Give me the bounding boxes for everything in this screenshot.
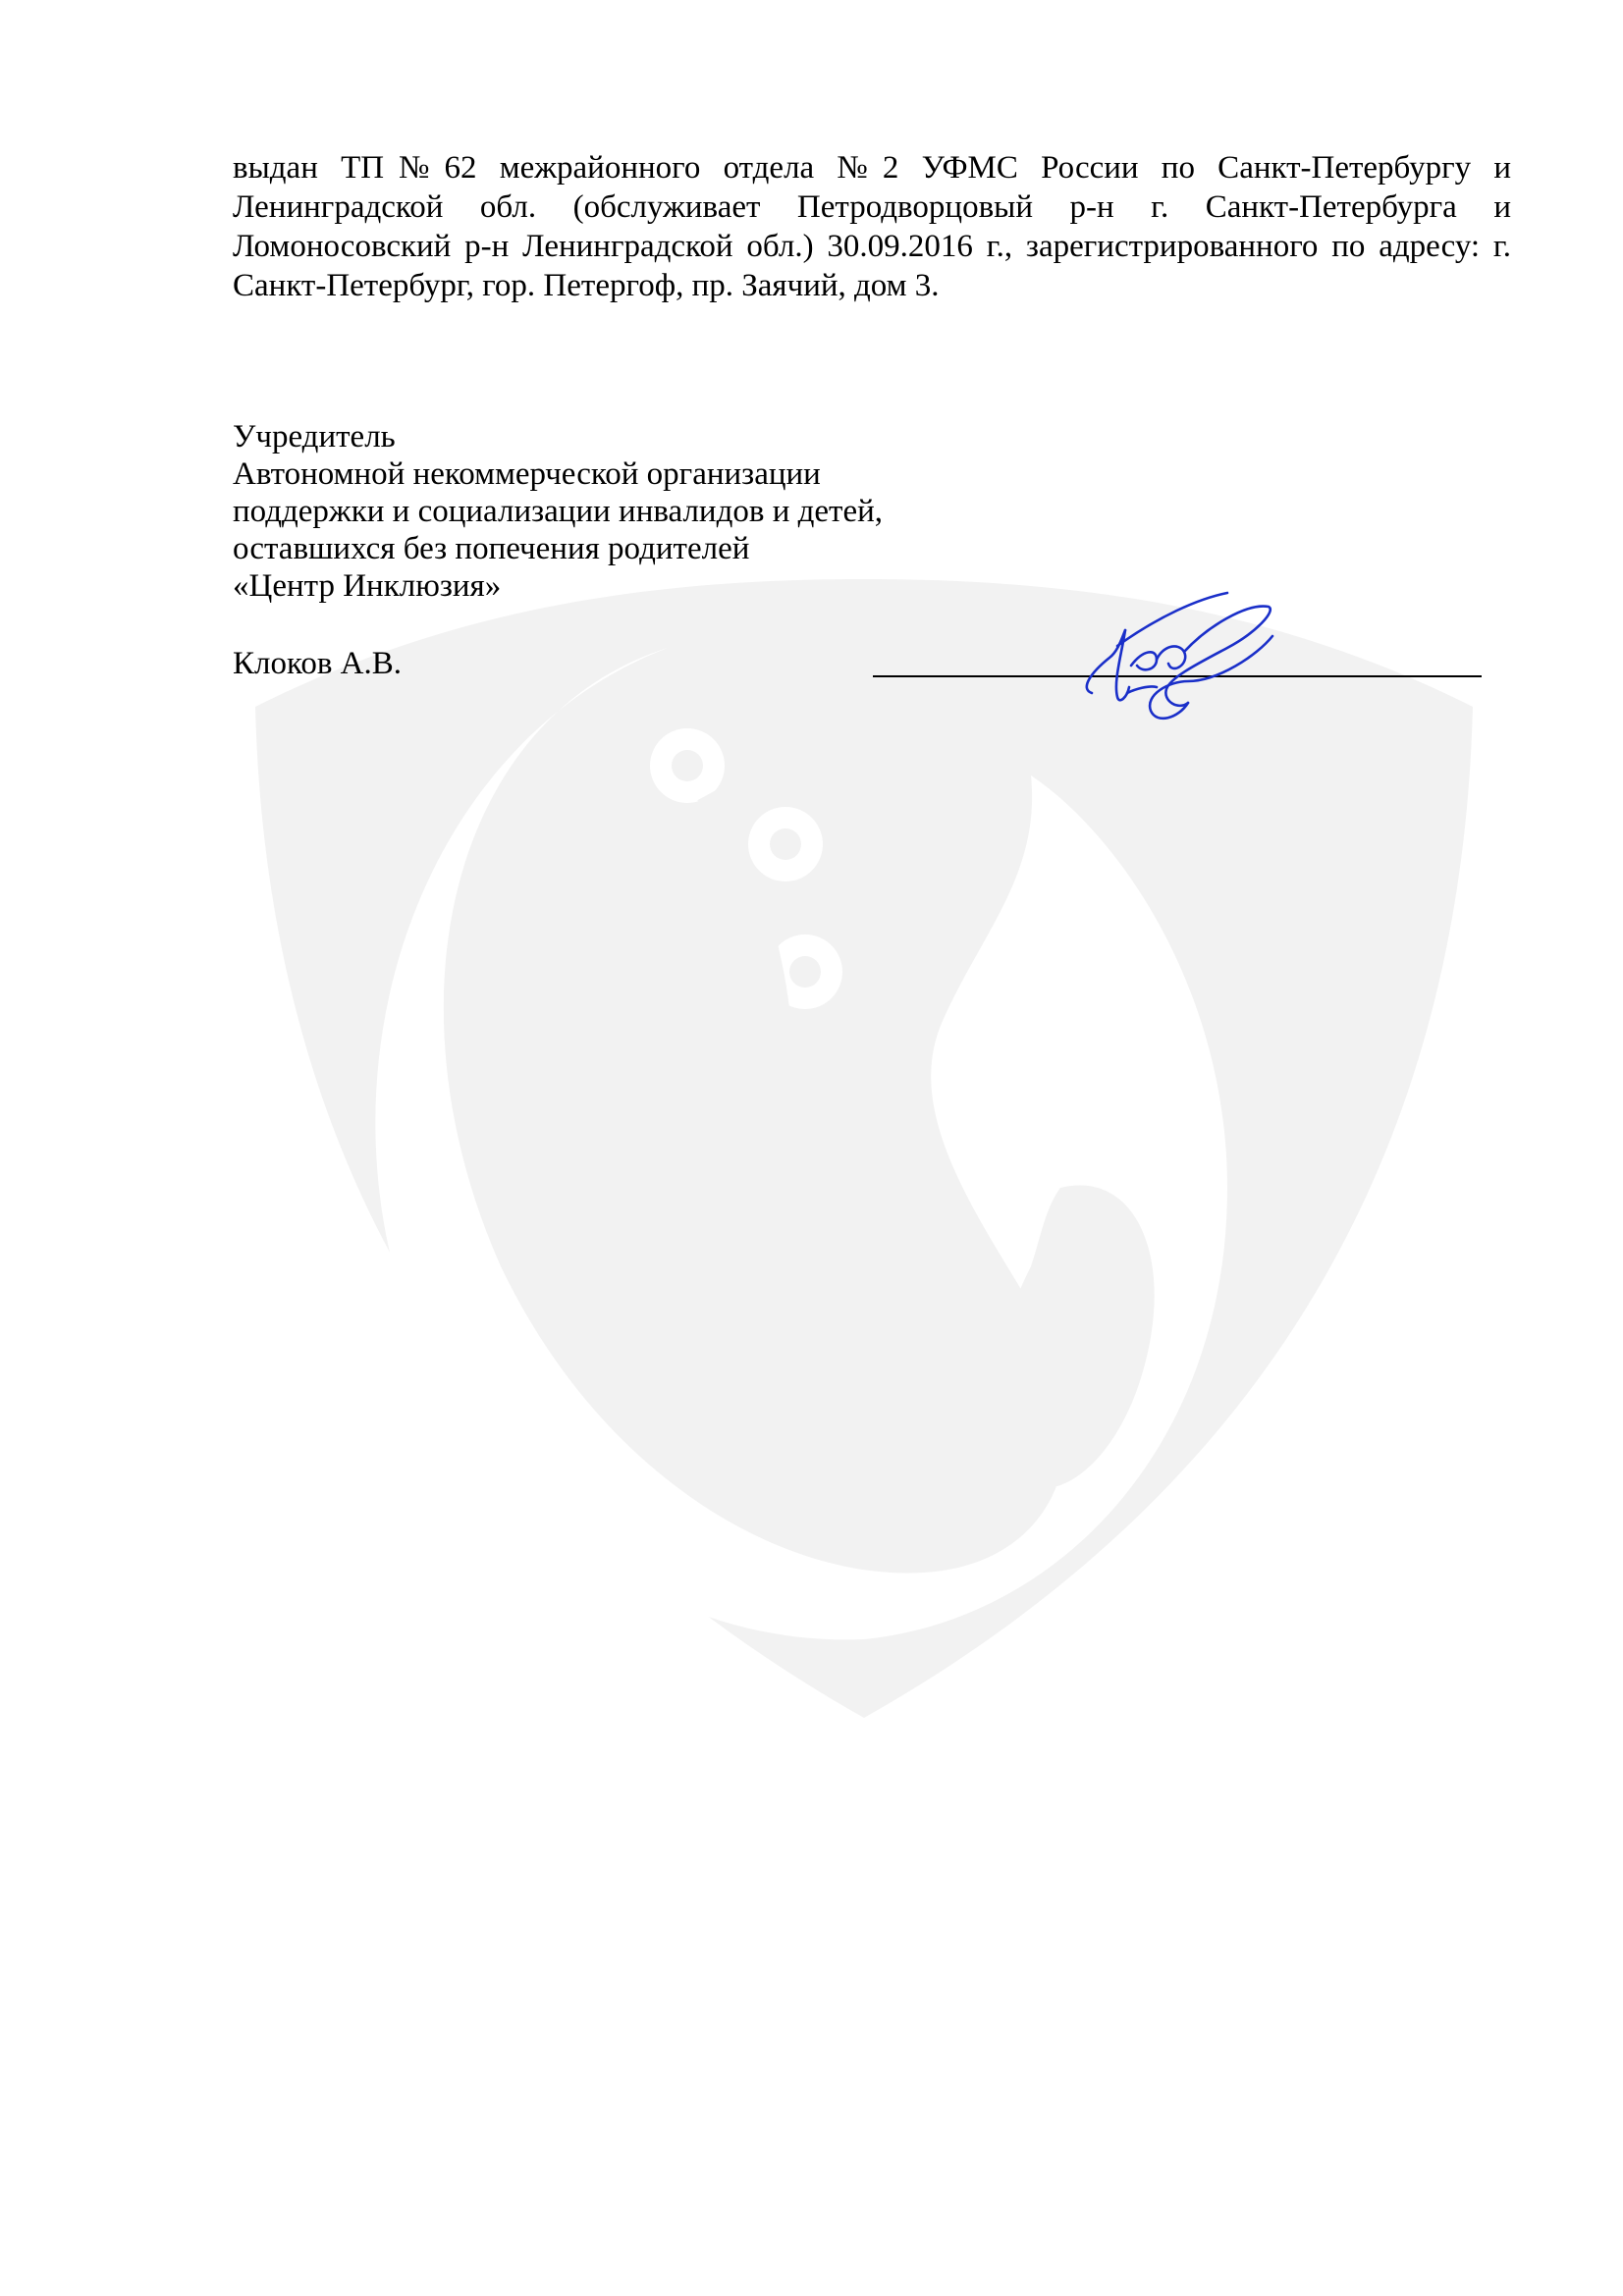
paragraph-text xyxy=(233,148,1511,305)
org-line-name: «Центр Инклюзия» xyxy=(233,568,502,604)
org-line-3: оставшихся без попечения родителей xyxy=(233,531,750,566)
handwritten-signature xyxy=(1041,587,1276,734)
paragraph-line-1: выдан ТП№62 межрайонного отдела №2 УФМС России по Санкт-Петербургу и xyxy=(233,150,1511,186)
signer-name: Клоков А.В. xyxy=(233,646,403,681)
org-line-2: поддержки и социализации инвалидов и детей, xyxy=(233,494,884,529)
paragraph-line-4: Санкт-Петербург, гор. Петергоф, пр. Заячий, дом 3. xyxy=(233,268,940,303)
document-paragraph xyxy=(233,148,1511,305)
org-line-1: Автономной некоммерческой организации xyxy=(233,456,821,492)
org-line-role: Учредитель xyxy=(233,419,396,454)
paragraph-line-2: Ленинградской обл. (обслуживает Петродворцовый р-н г. Санкт-Петербурга и xyxy=(233,189,1511,225)
paragraph-line-3: Ломоносовский р-н Ленинградской обл.) 30.09.2016 г., зарегистрированного по адресу: г. xyxy=(233,229,1511,264)
organization-block xyxy=(233,418,883,605)
logo-watermark-icon xyxy=(255,579,1473,1718)
